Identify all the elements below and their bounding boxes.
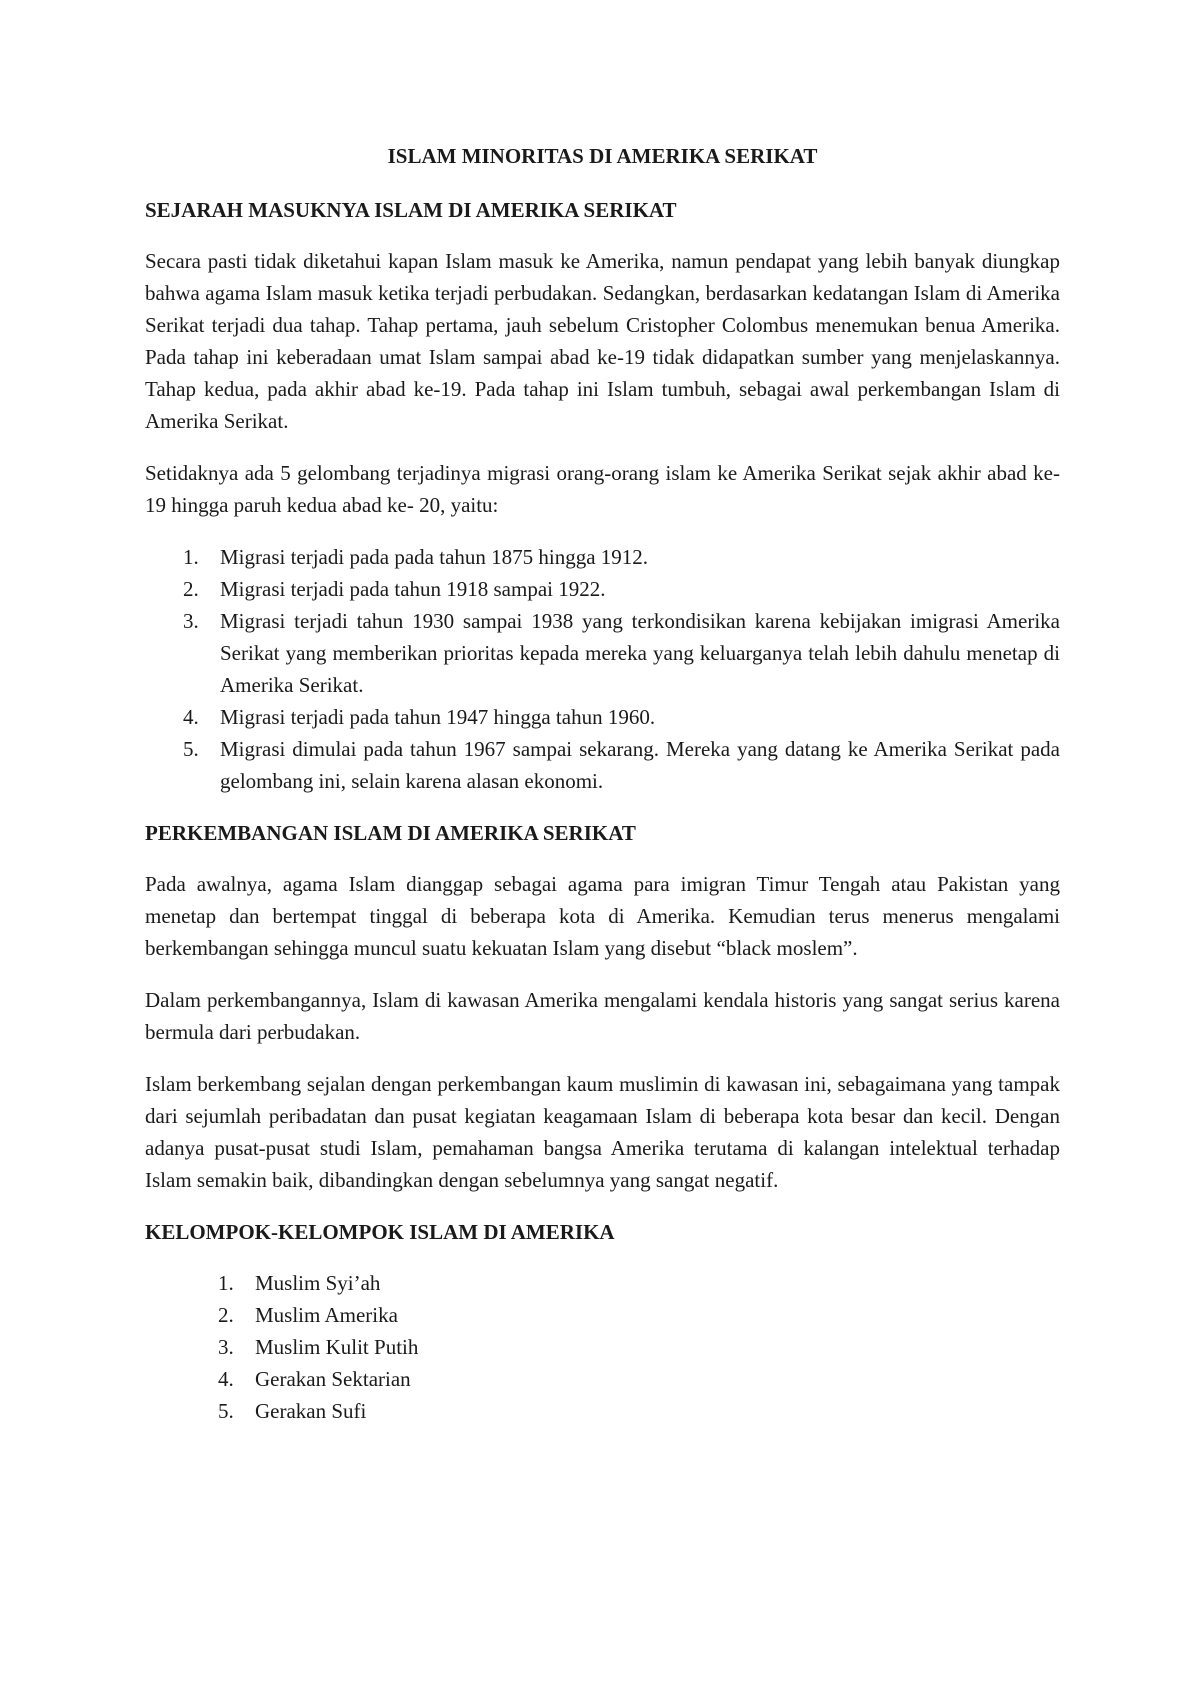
list-number: 3. bbox=[218, 1335, 234, 1359]
list-number: 1. bbox=[218, 1271, 234, 1295]
list-item-text: Muslim Syi’ah bbox=[255, 1271, 381, 1295]
list-number: 4. bbox=[183, 705, 199, 729]
list-item bbox=[145, 1395, 1060, 1427]
section-sejarah bbox=[145, 194, 1060, 797]
list-item-text: Migrasi terjadi pada pada tahun 1875 hingga 1912. bbox=[220, 545, 649, 569]
section-heading: SEJARAH MASUKNYA ISLAM DI AMERIKA SERIKAT bbox=[145, 198, 677, 222]
list-item bbox=[145, 573, 1060, 605]
section-heading: PERKEMBANGAN ISLAM DI AMERIKA SERIKAT bbox=[145, 821, 636, 845]
list-item-text: Gerakan Sufi bbox=[255, 1399, 367, 1423]
paragraph: Setidaknya ada 5 gelombang terjadinya migrasi orang-orang islam ke Amerika Serikat sejak akhir abad ke-19 hingga paruh kedua abad ke- 20, yaitu: bbox=[145, 461, 1060, 517]
list-number: 4. bbox=[218, 1367, 234, 1391]
list-item-text: Migrasi terjadi tahun 1930 sampai 1938 yang terkondisikan karena kebijakan imigrasi Amerika Serikat yang memberikan prioritas kepada mereka yang keluarganya telah lebih dahulu menetap di Amerika Serikat. bbox=[220, 609, 1060, 697]
list-item bbox=[145, 1363, 1060, 1395]
list-item bbox=[145, 1267, 1060, 1299]
paragraph: Pada awalnya, agama Islam dianggap sebagai agama para imigran Timur Tengah atau Pakistan yang menetap dan bertempat tinggal di beberapa kota di Amerika. Kemudian terus menerus mengalami berkembangan sehingga muncul suatu kekuatan Islam yang disebut “black moslem”. bbox=[145, 872, 1060, 960]
list-item bbox=[145, 1331, 1060, 1363]
list-item-text: Muslim Kulit Putih bbox=[255, 1335, 419, 1359]
paragraph: Secara pasti tidak diketahui kapan Islam masuk ke Amerika, namun pendapat yang lebih banyak diungkap bahwa agama Islam masuk ketika terjadi perbudakan. Sedangkan, berdasarkan kedatangan Islam di Amerika Serikat terjadi dua tahap. Tahap pertama, jauh sebelum Cristopher Colombus menemukan benua Amerika. Pada tahap ini keberadaan umat Islam sampai abad ke-19 tidak didapatkan sumber yang menjelaskannya. Tahap kedua, pada akhir abad ke-19. Pada tahap ini Islam tumbuh, sebagai awal perkembangan Islam di Amerika Serikat. bbox=[145, 249, 1060, 433]
document-title: ISLAM MINORITAS DI AMERIKA SERIKAT bbox=[387, 144, 818, 168]
list-item bbox=[145, 701, 1060, 733]
list-number: 5. bbox=[183, 737, 199, 761]
list-item bbox=[145, 605, 1060, 701]
migration-list bbox=[145, 541, 1060, 797]
list-item-text: Migrasi terjadi pada tahun 1947 hingga tahun 1960. bbox=[220, 705, 656, 729]
list-item-text: Muslim Amerika bbox=[255, 1303, 398, 1327]
paragraph: Islam berkembang sejalan dengan perkembangan kaum muslimin di kawasan ini, sebagaimana yang tampak dari sejumlah peribadatan dan pusat kegiatan keagamaan Islam di beberapa kota besar dan kecil. Dengan adanya pusat-pusat studi Islam, pemahaman bangsa Amerika terutama di kalangan intelektual terhadap Islam semakin baik, dibandingkan dengan sebelumnya yang sangat negatif. bbox=[145, 1072, 1060, 1192]
paragraph: Dalam perkembangannya, Islam di kawasan Amerika mengalami kendala historis yang sangat serius karena bermula dari perbudakan. bbox=[145, 988, 1060, 1044]
list-item bbox=[145, 733, 1060, 797]
document-page bbox=[145, 140, 1060, 1447]
list-item bbox=[145, 1299, 1060, 1331]
list-number: 1. bbox=[183, 545, 199, 569]
list-item bbox=[145, 541, 1060, 573]
list-item-text: Migrasi terjadi pada tahun 1918 sampai 1922. bbox=[220, 577, 606, 601]
list-item-text: Migrasi dimulai pada tahun 1967 sampai sekarang. Mereka yang datang ke Amerika Serikat pada gelombang ini, selain karena alasan ekonomi. bbox=[220, 737, 1060, 793]
section-heading: KELOMPOK-KELOMPOK ISLAM DI AMERIKA bbox=[145, 1220, 615, 1244]
list-item-text: Gerakan Sektarian bbox=[255, 1367, 411, 1391]
section-perkembangan bbox=[145, 817, 1060, 1196]
list-number: 3. bbox=[183, 609, 199, 633]
section-kelompok bbox=[145, 1216, 1060, 1427]
list-number: 2. bbox=[218, 1303, 234, 1327]
list-number: 5. bbox=[218, 1399, 234, 1423]
groups-list bbox=[145, 1267, 1060, 1427]
list-number: 2. bbox=[183, 577, 199, 601]
